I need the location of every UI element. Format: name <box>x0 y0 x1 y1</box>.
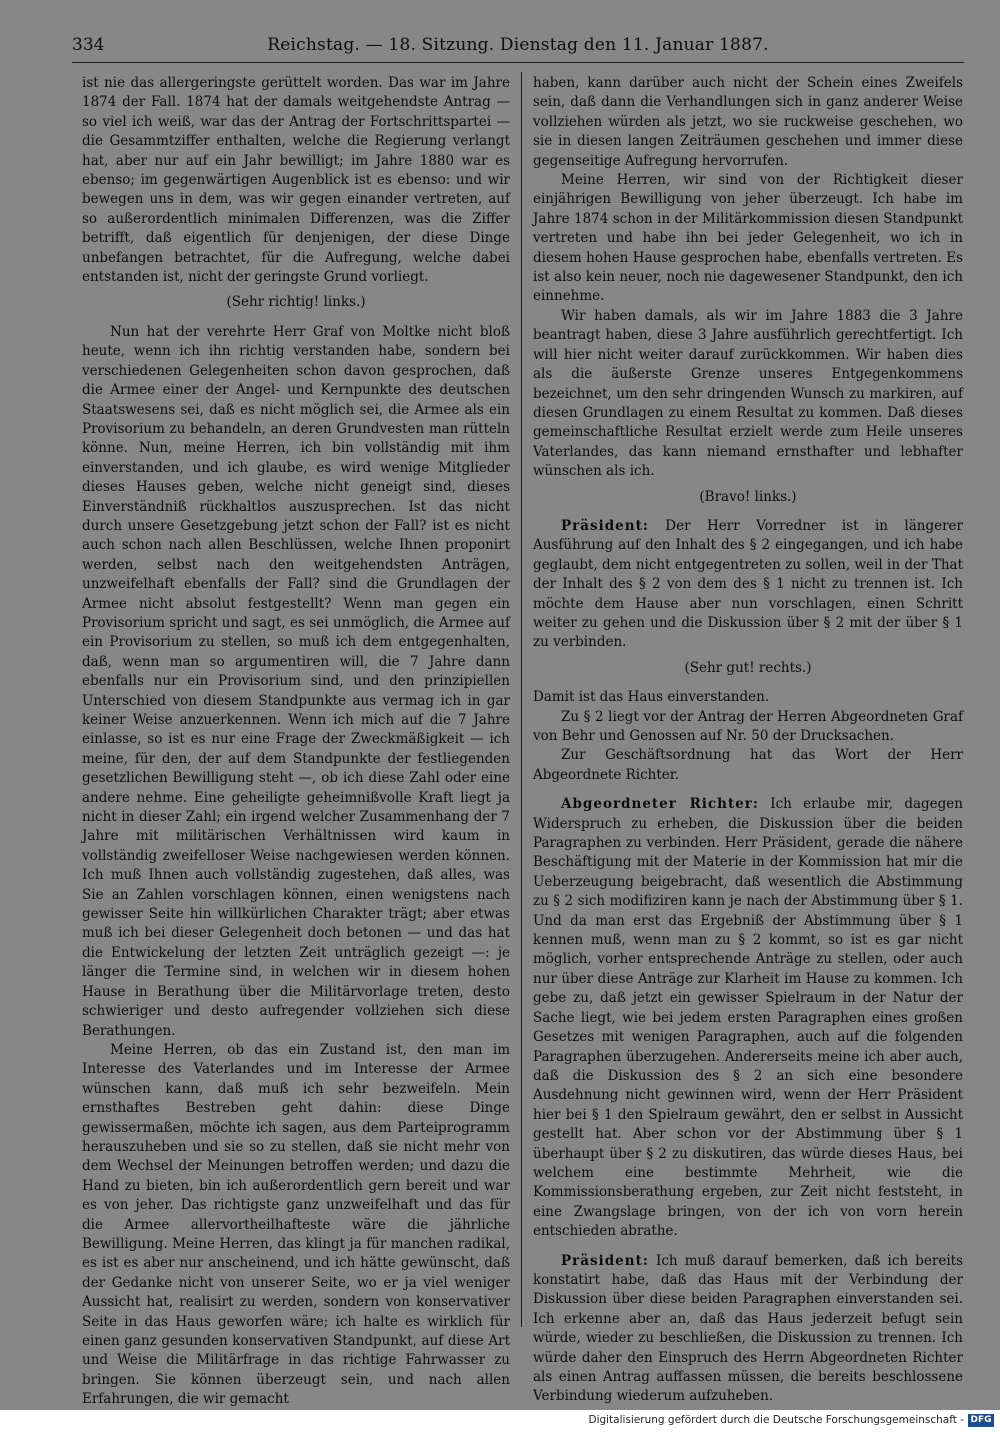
interjection: (Sehr richtig! links.) <box>226 294 366 311</box>
dfg-logo: DFG <box>968 1414 994 1427</box>
speech-president-1 <box>533 517 963 653</box>
paragraph: Meine Herren, wir sind von der Richtigkeit dieser einjährigen Bewilligung von jeher überzeugt. Ich habe im Jahre 1874 schon in der Militärkommission diesen Standpunkt vertreten und habe ihn bei jeder Gelegenheit, wo ich in diesem hohen Hause gesprochen habe, ebenfalls vertreten. Es ist also kein neuer, noch nie dagewesener Standpunkt, den ich einnehme. <box>533 172 963 305</box>
speaker-label: Präsident: <box>561 1252 649 1269</box>
interjection: (Sehr gut! rechts.) <box>684 659 812 676</box>
paragraph: Zur Geschäftsordnung hat das Wort der Herr Abgeordnete Richter. <box>533 747 963 783</box>
paragraph: Meine Herren, ob das ein Zustand ist, den man im Interesse des Vaterlandes und im Interesse der Armee wünschen kann, daß muß ich sehr bezweifeln. Mein ernsthaftes Bestreben geht dahin: diese Dinge gewissermaßen, möchte ich sagen, aus dem Parteiprogramm herauszuheben und sie so zu stellen, daß sie nicht mehr von dem Wechsel der Meinungen betroffen werden; und dazu die Hand zu bieten, bin ich außerordentlich gern bereit und war es von jeher. Das richtigste ganz unzweifelhaft und das für die Armee allervortheilhafteste wäre die jährliche Bewilligung. Meine Herren, das klingt ja für manchen radikal, es ist es aber nur anscheinend, und ich hätte gewünscht, daß der Gedanke nicht von unserer Seite, wo er ja viel weniger Aussicht hat, realisirt zu werden, sondern von konservativer Seite in das Haus geworfen wäre; ich halte es wirklich für einen ganz gesunden konservativen Standpunkt, auf diese Art und Weise die Militärfrage in das richtige Fahrwasser zu bringen. Sie können überzeugt sein, und nach allen Erfahrungen, die wir gemacht <box>82 1041 510 1408</box>
page-header <box>72 32 964 58</box>
paragraph: haben, kann darüber auch nicht der Schein eines Zweifels sein, daß dann die Verhandlungen sich in ganz anderer Weise vollziehen würden als jetzt, wo sie ruckweise geschehen, wo sie in diesen langen Zeiträumen geschehen und immer diese gegenseitige Aufregung hervorrufen. <box>533 75 963 169</box>
speech-text: Der Herr Vorredner ist in längerer Ausführung auf den Inhalt des § 2 eingegangen, und ich habe geglaubt, dem nicht entgegentreten zu sollen, weil in der That der Inhalt des § 2 von dem des § 1 nicht zu trennen ist. Ich möchte dem Hause aber nun vorschlagen, einen Schritt weiter zu gehen und die Diskussion über § 2 mit der über § 1 zu verbinden. <box>533 517 963 651</box>
speech-text: Ich erlaube mir, dagegen Widerspruch zu erheben, die Diskussion über die beiden Paragraphen zu verbinden. Herr Präsident, gerade die nähere Beschäftigung mit der Materie in der Kommission hat mir die Ueberzeugung beigebracht, daß wesentlich die Abstimmung zu § 2 sich modifiziren kann je nach der Abstimmung über § 1. Und da man erst das Ergebniß der Abstimmung über § 1 kennen muß, wenn man zu § 2 kommt, so ist es gar nicht möglich, vorher entsprechende Anträge zu stellen, oder auch nur über diese Anträge zur Klarheit im Hause zu kommen. Ich gebe zu, daß jetzt ein gewisser Spielraum in der Natur der Sache liegt, wie bei jedem ersten Paragraphen eines großen Gesetzes mit wenigen Paragraphen, auch auf die folgenden Paragraphen überzugehen. Andererseits meine ich aber auch, daß die Diskussion des § 2 an sich eine besondere Ausdehnung nicht gewinnen wird, wenn der Herr Präsident hier bei § 1 den Spielraum gewährt, den er selbst in Aussicht gestellt hat. Aber schon vor der Abstimmung über § 1 überhaupt über § 2 zu diskutiren, das würde dieses Haus, bei welchem eine bestimmte Mehrheit, wie die Kommissionsberathung ergeben, zur Zeit nicht feststeht, in eine Zwangslage bringen, von der ich von vorn herein entschieden abrathe. <box>533 796 963 1240</box>
paragraph: Wir haben damals, als wir im Jahre 1883 die 3 Jahre beantragt haben, diese 3 Jahre ausführlich gerechtfertigt. Ich will hier nicht weiter darauf zurückkommen. Wir haben dies als die äußerste Grenze unseres Entgegenkommens bezeichnet, um den sehr dringenden Wunsch zu markiren, auf diesen Grundlagen zu einem Resultat zu kommen. Daß dieses gemeinschaftliche Resultat erzielt werde zum Heile unseres Vaterlandes, das kann niemand ernsthafter und lebhafter wünschen als ich. <box>533 307 963 480</box>
speech-text: Ich muß darauf bemerken, daß ich bereits konstatirt habe, daß das Haus mit der Verbindung der Diskussion über diese beiden Paragraphen einverstanden sei. Ich erkenne aber an, daß das Haus jederzeit befugt sein würde, wieder zu beschließen, die Diskussion zu trennen. Ich würde daher den Einspruch des Herrn Abgeordneten Richter als einen Antrag auffassen müssen, die bereits beschlossene Verbindung wiederum aufzuheben. <box>533 1252 963 1405</box>
paragraph: Damit ist das Haus einverstanden. <box>533 689 770 706</box>
funding-credit: Digitalisierung gefördert durch die Deutsche Forschungsgemeinschaft - <box>588 1414 964 1426</box>
speaker-label: Präsident: <box>561 517 649 534</box>
column-divider <box>521 72 522 1327</box>
header-rule <box>72 62 964 63</box>
paragraph: Nun hat der verehrte Herr Graf von Moltke nicht bloß heute, wenn ich ihn richtig verstanden habe, sondern bei verschiedenen Gelegenheiten schon davon gesprochen, daß die Armee einer der Angel- und Kernpunkte des deutschen Staatswesens sei, daß es nicht möglich sei, die Armee als ein Provisorium zu behandeln, an deren Grundvesten man rütteln könne. Nun, meine Herren, ich bin vollständig mit ihm einverstanden, und ich glaube, es wird wenige Mitglieder dieses Hauses geben, welche nicht geneigt sind, dieses Einverständniß rückhaltlos auszusprechen. Ist das nicht durch unsere Gesetzgebung jetzt schon der Fall? ist es nicht auch schon nach allen Beschlüssen, welche Ihnen proponirt werden, selbst nach den weitgehendsten Anträgen, unzweifelhaft ebenfalls der Fall? sind die Grundlagen der Armee nicht absolut festgestellt? Wenn man gegen ein Provisorium spricht und sagt, es sei unmöglich, die Armee auf ein Provisorium zu stellen, so muß ich dem entgegenhalten, daß, wenn man so argumentiren will, die 7 Jahre dann ebenfalls nur ein Provisorium sind, und den prinzipiellen Unterschied von diesem Standpunkte aus vermag ich in gar keiner Weise anzuerkennen. Wenn ich mich auf die 7 Jahre einlasse, so ist es nur eine Frage der Zweckmäßigkeit — ich meine, für den, der auf dem Standpunkte der festliegenden gesetzlichen Bewilligung steht —, ob ich diese Zahl oder eine andere nehme. Eine geheiligte geheimnißvolle Kraft liegt ja nicht in dieser Zahl; ein irgend welcher Zusammenhang der 7 Jahre mit militärischen Verhältnissen wird kaum in vollständig zweifelloser Weise nachgewiesen werden können. Ich muß Ihnen auch vollständig zugestehen, daß alles, was Sie an Zahlen vorschlagen können, einen wenigstens nach gewisser Seite hin willkürlichen Charakter trägt; aber etwas muß ich bei dieser Gelegenheit doch betonen — und das hat die Entwickelung der letzten Zeit unträglich gezeigt —: je länger die Termine sind, in welchen wir in diesem hohen Hause in Berathung über die Militärvorlage treten, desto schwieriger und desto aufregender vollziehen sich diese Berathungen. <box>82 323 510 1039</box>
paragraph: Zu § 2 liegt vor der Antrag der Herren Abgeordneten Graf von Behr und Genossen auf Nr. 50 der Drucksachen. <box>533 708 963 744</box>
speech-president-2 <box>533 1252 963 1407</box>
right-column <box>533 74 963 1407</box>
paragraph: ist nie das allergeringste gerüttelt worden. Das war im Jahre 1874 der Fall. 1874 hat der damals weitgehendste Antrag — so viel ich weiß, war das der Antrag der Fortschrittspartei — die Gesammtziffer enthalten, welche die Regierung verlangt hat, aber nur auf ein Jahr bewilligt; im Jahre 1880 war es ebenso; im gegenwärtigen Augenblick ist es ebenso: und wir bewegen uns in dem, was wir gegen einander vertreten, auf so außerordentlich minimalen Differenzen, was die Ziffer betrifft, daß eigentlich für denjenigen, der diese Dinge unbefangen betrachtet, für die Aufregung, welche dabei entstanden ist, nicht der geringste Grund vorliegt. <box>82 75 510 286</box>
speech-richter <box>533 795 963 1241</box>
left-column <box>82 74 510 1410</box>
interjection: (Bravo! links.) <box>699 488 797 505</box>
running-title: Reichstag. — 18. Sitzung. Dienstag den 11. Januar 1887. <box>267 35 769 55</box>
speaker-label: Abgeordneter Richter: <box>561 796 759 813</box>
page-number: 334 <box>72 35 105 55</box>
footer-bar <box>0 1410 1000 1432</box>
